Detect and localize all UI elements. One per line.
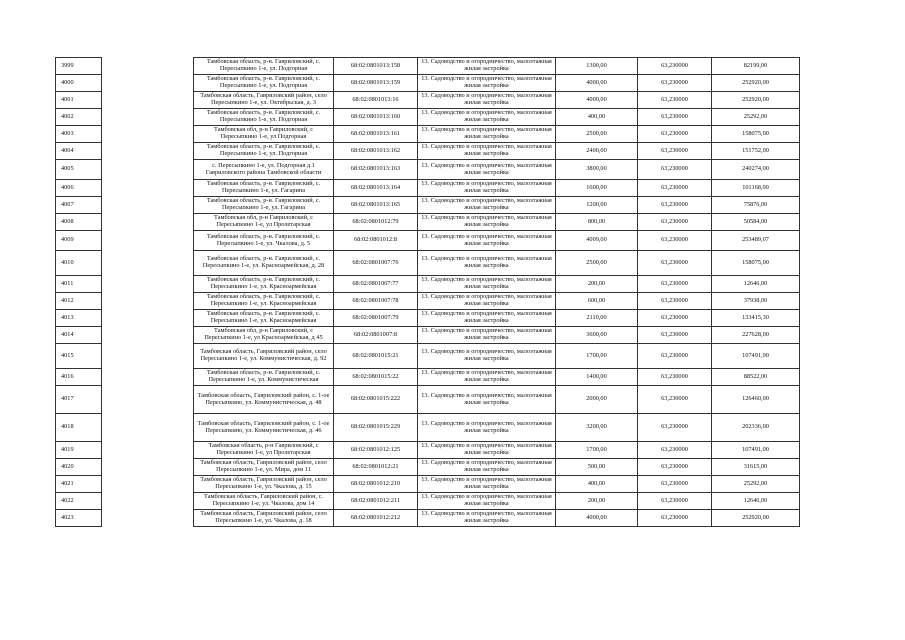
cadastral-number-cell: 68:02:0801013:163	[334, 160, 418, 180]
cadastral-number-cell: 68:02:0801012:21	[334, 459, 418, 476]
land-use-cell: 13. Садоводство и огородничество, малоэтажная жилая застройка	[418, 276, 556, 293]
area-cell: 2400,00	[556, 143, 638, 160]
specific-value-cell: 63,230000	[638, 109, 712, 126]
specific-value-cell: 63,230000	[638, 214, 712, 231]
row-number: 4023	[56, 510, 102, 527]
cadastral-number-cell: 68:02:0801007:76	[334, 251, 418, 276]
table-row	[56, 180, 800, 197]
area-cell: 2500,00	[556, 251, 638, 276]
specific-value-cell: 63,230000	[638, 75, 712, 92]
spacer-cell	[102, 126, 194, 143]
spacer-cell	[102, 293, 194, 310]
specific-value-cell: 63,230000	[638, 344, 712, 369]
cadastral-number-cell: 68:02:0801015:229	[334, 414, 418, 442]
row-number: 4022	[56, 493, 102, 510]
spacer-cell	[102, 231, 194, 251]
area-cell: 4000,00	[556, 75, 638, 92]
cadastral-value-cell: 151752,00	[712, 143, 800, 160]
area-cell: 3600,00	[556, 327, 638, 344]
spacer-cell	[102, 160, 194, 180]
address-cell: Тамбовская область, Гавриловский район, село Пересыпкино 1-е, ул. Октябрьская, д. 3	[194, 92, 334, 109]
land-use-cell: 13. Садоводство и огородничество, малоэтажная жилая застройка	[418, 92, 556, 109]
table-row	[56, 344, 800, 369]
row-number: 4008	[56, 214, 102, 231]
address-cell: Тамбовская область, р-н. Гавриловский, с. Пересыпкино 1-е, ул. Гагарина	[194, 197, 334, 214]
area-cell: 4000,00	[556, 92, 638, 109]
row-number: 4014	[56, 327, 102, 344]
area-cell: 3800,00	[556, 160, 638, 180]
land-use-cell: 13. Садоводство и огородничество, малоэтажная жилая застройка	[418, 493, 556, 510]
spacer-cell	[102, 414, 194, 442]
area-cell: 1300,00	[556, 58, 638, 75]
table-row	[56, 58, 800, 75]
specific-value-cell: 63,230000	[638, 231, 712, 251]
table-row	[56, 214, 800, 231]
address-cell: Тамбовская область, Гавриловский район, с. 1-ое Пересыпкино, ул. Коммунистическая, д. 48	[194, 386, 334, 414]
table-row	[56, 476, 800, 493]
cadastral-value-cell: 107491,00	[712, 442, 800, 459]
land-use-cell: 13. Садоводство и огородничество, малоэтажная жилая застройка	[418, 344, 556, 369]
area-cell: 4009,00	[556, 231, 638, 251]
cadastral-value-cell: 252920,00	[712, 75, 800, 92]
land-use-cell: 13. Садоводство и огородничество, малоэтажная жилая застройка	[418, 310, 556, 327]
land-use-cell: 13. Садоводство и огородничество, малоэтажная жилая застройка	[418, 459, 556, 476]
cadastral-number-cell: 68:02:0801013:165	[334, 197, 418, 214]
cadastral-value-cell: 82199,00	[712, 58, 800, 75]
land-use-cell: 13. Садоводство и огородничество, малоэтажная жилая застройка	[418, 327, 556, 344]
area-cell: 200,00	[556, 493, 638, 510]
land-use-cell: 13. Садоводство и огородничество, малоэтажная жилая застройка	[418, 476, 556, 493]
cadastral-value-cell: 31615,00	[712, 459, 800, 476]
cadastral-value-table	[55, 57, 800, 527]
area-cell: 2110,00	[556, 310, 638, 327]
spacer-cell	[102, 493, 194, 510]
address-cell: Тамбовская область, р-н. Гавриловский, с. Пересыпкино 1-е, ул. Подгорная	[194, 109, 334, 126]
specific-value-cell: 63,230000	[638, 143, 712, 160]
cadastral-value-cell: 107491,00	[712, 344, 800, 369]
area-cell: 3200,00	[556, 414, 638, 442]
spacer-cell	[102, 369, 194, 386]
cadastral-value-cell: 12646,00	[712, 493, 800, 510]
land-use-cell: 13. Садоводство и огородничество, малоэтажная жилая застройка	[418, 109, 556, 126]
cadastral-number-cell: 68:02:0801012:211	[334, 493, 418, 510]
specific-value-cell: 63,230000	[638, 160, 712, 180]
table-row	[56, 510, 800, 527]
area-cell: 1700,00	[556, 442, 638, 459]
cadastral-number-cell: 68:02:0801007:77	[334, 276, 418, 293]
specific-value-cell: 63,230000	[638, 251, 712, 276]
address-cell: Тамбовская область, р-н. Гавриловский, с. Пересыпкино 1-е, ул. Подгорная	[194, 75, 334, 92]
area-cell: 500,00	[556, 459, 638, 476]
address-cell: Тамбовская область, р-н. Гавриловский, с. Пересыпкино 1-е, ул. Красноармейская	[194, 276, 334, 293]
row-number: 4005	[56, 160, 102, 180]
area-cell: 1600,00	[556, 180, 638, 197]
table-row	[56, 92, 800, 109]
table-row	[56, 126, 800, 143]
cadastral-number-cell: 68:02:0801015:222	[334, 386, 418, 414]
area-cell: 200,00	[556, 276, 638, 293]
specific-value-cell: 63,230000	[638, 310, 712, 327]
table-body	[56, 58, 800, 527]
address-cell: Тамбовская область, Гавриловский район, с. 1-ое Пересыпкино, ул. Коммунистическая, д. 46	[194, 414, 334, 442]
land-register-sheet	[55, 57, 800, 527]
row-number: 4004	[56, 143, 102, 160]
address-cell: Тамбовская область, Гавриловский район, село Пересыпкино 1-е, ул. Чкалова, д. 18	[194, 510, 334, 527]
spacer-cell	[102, 109, 194, 126]
spacer-cell	[102, 251, 194, 276]
specific-value-cell: 63,230000	[638, 180, 712, 197]
table-row	[56, 160, 800, 180]
table-row	[56, 276, 800, 293]
cadastral-value-cell: 253489,07	[712, 231, 800, 251]
cadastral-number-cell: 68:02:0801013:159	[334, 75, 418, 92]
cadastral-number-cell: 68:02:0801013:16	[334, 92, 418, 109]
land-use-cell: 13. Садоводство и огородничество, малоэтажная жилая застройка	[418, 197, 556, 214]
spacer-cell	[102, 276, 194, 293]
spacer-cell	[102, 75, 194, 92]
cadastral-value-cell: 50584,00	[712, 214, 800, 231]
cadastral-number-cell: 68:02:0801007:8	[334, 327, 418, 344]
row-number: 4000	[56, 75, 102, 92]
cadastral-number-cell: 68:02:0801013:164	[334, 180, 418, 197]
spacer-cell	[102, 310, 194, 327]
row-number: 4013	[56, 310, 102, 327]
spacer-cell	[102, 344, 194, 369]
table-row	[56, 327, 800, 344]
area-cell: 2000,00	[556, 386, 638, 414]
address-cell: Тамбовская область, р-н. Гавриловский, с. Пересыпкино 1-е, ул. Красноармейская, д. 28	[194, 251, 334, 276]
specific-value-cell: 63,230000	[638, 386, 712, 414]
area-cell: 400,00	[556, 109, 638, 126]
table-row	[56, 442, 800, 459]
address-cell: Тамбовская область, Гавриловский район, село Пересыпкино 1-е, ул. Мира, дом 11	[194, 459, 334, 476]
address-cell: Тамбовская область, Гавриловский район, село Пересыпкино 1-е, ул. Чкалова, д. 15	[194, 476, 334, 493]
land-use-cell: 13. Садоводство и огородничество, малоэтажная жилая застройка	[418, 214, 556, 231]
cadastral-number-cell: 68:02:0801012:212	[334, 510, 418, 527]
row-number: 4012	[56, 293, 102, 310]
address-cell: Тамбовская область, Гавриловский район, с. Пересыпкино 1-е, ул. Чкалова, дом 14	[194, 493, 334, 510]
spacer-cell	[102, 327, 194, 344]
land-use-cell: 13. Садоводство и огородничество, малоэтажная жилая застройка	[418, 231, 556, 251]
land-use-cell: 13. Садоводство и огородничество, малоэтажная жилая застройка	[418, 180, 556, 197]
area-cell: 400,00	[556, 476, 638, 493]
row-number: 4007	[56, 197, 102, 214]
specific-value-cell: 63,230000	[638, 493, 712, 510]
land-use-cell: 13. Садоводство и огородничество, малоэтажная жилая застройка	[418, 58, 556, 75]
area-cell: 1700,00	[556, 344, 638, 369]
table-row	[56, 109, 800, 126]
cadastral-number-cell: 68:02:0801013:161	[334, 126, 418, 143]
row-number: 4015	[56, 344, 102, 369]
land-use-cell: 13. Садоводство и огородничество, малоэтажная жилая застройка	[418, 510, 556, 527]
spacer-cell	[102, 214, 194, 231]
row-number: 4018	[56, 414, 102, 442]
row-number: 4011	[56, 276, 102, 293]
table-row	[56, 251, 800, 276]
cadastral-value-cell: 25292,00	[712, 476, 800, 493]
address-cell: Тамбовская обл, р-н Гавриловский, с Пересыпкино 1-е, ул Пролетарская	[194, 214, 334, 231]
cadastral-value-cell: 101168,00	[712, 180, 800, 197]
row-number: 4021	[56, 476, 102, 493]
address-cell: Тамбовская область, р-н. Гавриловский, с. Пересыпкино 1-е, ул. Чкалова, д. 5	[194, 231, 334, 251]
specific-value-cell: 63,230000	[638, 327, 712, 344]
table-row	[56, 231, 800, 251]
cadastral-value-cell: 158075,00	[712, 251, 800, 276]
cadastral-number-cell: 68:02:0801015:21	[334, 344, 418, 369]
area-cell: 1400,00	[556, 369, 638, 386]
row-number: 4006	[56, 180, 102, 197]
table-row	[56, 310, 800, 327]
table-row	[56, 414, 800, 442]
cadastral-number-cell: 68:02:0801007:78	[334, 293, 418, 310]
land-use-cell: 13. Садоводство и огородничество, малоэтажная жилая застройка	[418, 251, 556, 276]
specific-value-cell: 63,230000	[638, 442, 712, 459]
area-cell: 2500,00	[556, 126, 638, 143]
address-cell: Тамбовская область, р-н. Гавриловский, с. Пересыпкино 1-е, ул. Красноармейская	[194, 310, 334, 327]
spacer-cell	[102, 180, 194, 197]
cadastral-number-cell: 68:02:0801012:8	[334, 231, 418, 251]
spacer-cell	[102, 92, 194, 109]
specific-value-cell: 63,230000	[638, 459, 712, 476]
specific-value-cell: 63,230000	[638, 197, 712, 214]
specific-value-cell: 63,230000	[638, 369, 712, 386]
specific-value-cell: 63,230000	[638, 58, 712, 75]
row-number: 4009	[56, 231, 102, 251]
row-number: 3999	[56, 58, 102, 75]
table-row	[56, 369, 800, 386]
area-cell: 1200,00	[556, 197, 638, 214]
row-number: 4003	[56, 126, 102, 143]
address-cell: с. Пересыпкино 1-е, ул. Подгорная д.1 Гавриловского района Тамбовской области	[194, 160, 334, 180]
cadastral-number-cell: 68:02:0801007:79	[334, 310, 418, 327]
area-cell: 4000,00	[556, 510, 638, 527]
cadastral-value-cell: 227628,00	[712, 327, 800, 344]
area-cell: 800,00	[556, 214, 638, 231]
specific-value-cell: 63,230000	[638, 510, 712, 527]
address-cell: Тамбовская область, р-н. Гавриловский, с. Пересыпкино 1-е, ул. Гагарина	[194, 180, 334, 197]
spacer-cell	[102, 143, 194, 160]
table-row	[56, 386, 800, 414]
address-cell: Тамбовская область, р-н Гавриловский, с Пересыпкино 1-е, ул Пролетарская	[194, 442, 334, 459]
land-use-cell: 13. Садоводство и огородничество, малоэтажная жилая застройка	[418, 369, 556, 386]
address-cell: Тамбовская область, р-н. Гавриловский, с. Пересыпкино 1-е, ул. Красноармейская	[194, 293, 334, 310]
cadastral-value-cell: 202336,00	[712, 414, 800, 442]
land-use-cell: 13. Садоводство и огородничество, малоэтажная жилая застройка	[418, 160, 556, 180]
spacer-cell	[102, 442, 194, 459]
land-use-cell: 13. Садоводство и огородничество, малоэтажная жилая застройка	[418, 75, 556, 92]
cadastral-number-cell: 68:02:0801013:162	[334, 143, 418, 160]
specific-value-cell: 63,230000	[638, 92, 712, 109]
spacer-cell	[102, 476, 194, 493]
row-number: 4020	[56, 459, 102, 476]
land-use-cell: 13. Садоводство и огородничество, малоэтажная жилая застройка	[418, 386, 556, 414]
row-number: 4019	[56, 442, 102, 459]
address-cell: Тамбовская обл, р-н Гавриловский, с Пересыпкино 1-е, ул Подгорная	[194, 126, 334, 143]
cadastral-value-cell: 25292,00	[712, 109, 800, 126]
table-row	[56, 459, 800, 476]
specific-value-cell: 63,230000	[638, 414, 712, 442]
row-number: 4016	[56, 369, 102, 386]
address-cell: Тамбовская область, р-н. Гавриловский, с. Пересыпкино 1-е, ул. Подгорная	[194, 143, 334, 160]
cadastral-value-cell: 252920,00	[712, 510, 800, 527]
cadastral-number-cell: 68:02:0801012:125	[334, 442, 418, 459]
cadastral-number-cell: 68:02:0801013:160	[334, 109, 418, 126]
cadastral-value-cell: 88522,00	[712, 369, 800, 386]
area-cell: 600,00	[556, 293, 638, 310]
land-use-cell: 13. Садоводство и огородничество, малоэтажная жилая застройка	[418, 143, 556, 160]
cadastral-value-cell: 126460,00	[712, 386, 800, 414]
spacer-cell	[102, 459, 194, 476]
cadastral-number-cell: 68:02:0801012:79	[334, 214, 418, 231]
specific-value-cell: 63,230000	[638, 126, 712, 143]
land-use-cell: 13. Садоводство и огородничество, малоэтажная жилая застройка	[418, 293, 556, 310]
specific-value-cell: 63,230000	[638, 276, 712, 293]
specific-value-cell: 63,230000	[638, 476, 712, 493]
row-number: 4002	[56, 109, 102, 126]
address-cell: Тамбовская область, р-н. Гавриловский, с. Пересыпкино 1-е, ул. Подгорная	[194, 58, 334, 75]
table-row	[56, 75, 800, 92]
land-use-cell: 13. Садоводство и огородничество, малоэтажная жилая застройка	[418, 442, 556, 459]
table-row	[56, 197, 800, 214]
cadastral-value-cell: 133415,30	[712, 310, 800, 327]
address-cell: Тамбовская область, р-н. Гавриловский, с. Пересыпкино 1-е, ул. Коммунистическая	[194, 369, 334, 386]
cadastral-number-cell: 68:02:0801012:210	[334, 476, 418, 493]
spacer-cell	[102, 197, 194, 214]
cadastral-value-cell: 158075,00	[712, 126, 800, 143]
land-use-cell: 13. Садоводство и огородничество, малоэтажная жилая застройка	[418, 414, 556, 442]
spacer-cell	[102, 58, 194, 75]
cadastral-number-cell: 68:02:0801015:22	[334, 369, 418, 386]
spacer-cell	[102, 386, 194, 414]
cadastral-value-cell: 37938,00	[712, 293, 800, 310]
cadastral-value-cell: 240274,00	[712, 160, 800, 180]
row-number: 4001	[56, 92, 102, 109]
table-row	[56, 293, 800, 310]
cadastral-number-cell: 68:02:0801013:158	[334, 58, 418, 75]
address-cell: Тамбовская обл, р-н Гавриловский, с Пересыпкино 1-е, ул Красноармейская, д 45	[194, 327, 334, 344]
cadastral-value-cell: 75876,00	[712, 197, 800, 214]
address-cell: Тамбовская область, Гавриловский район, село Пересыпкино 1-е, ул. Коммунистическая, д. 92	[194, 344, 334, 369]
table-row	[56, 493, 800, 510]
row-number: 4010	[56, 251, 102, 276]
specific-value-cell: 63,230000	[638, 293, 712, 310]
table-row	[56, 143, 800, 160]
cadastral-value-cell: 252920,00	[712, 92, 800, 109]
cadastral-value-cell: 12646,00	[712, 276, 800, 293]
spacer-cell	[102, 510, 194, 527]
row-number: 4017	[56, 386, 102, 414]
land-use-cell: 13. Садоводство и огородничество, малоэтажная жилая застройка	[418, 126, 556, 143]
